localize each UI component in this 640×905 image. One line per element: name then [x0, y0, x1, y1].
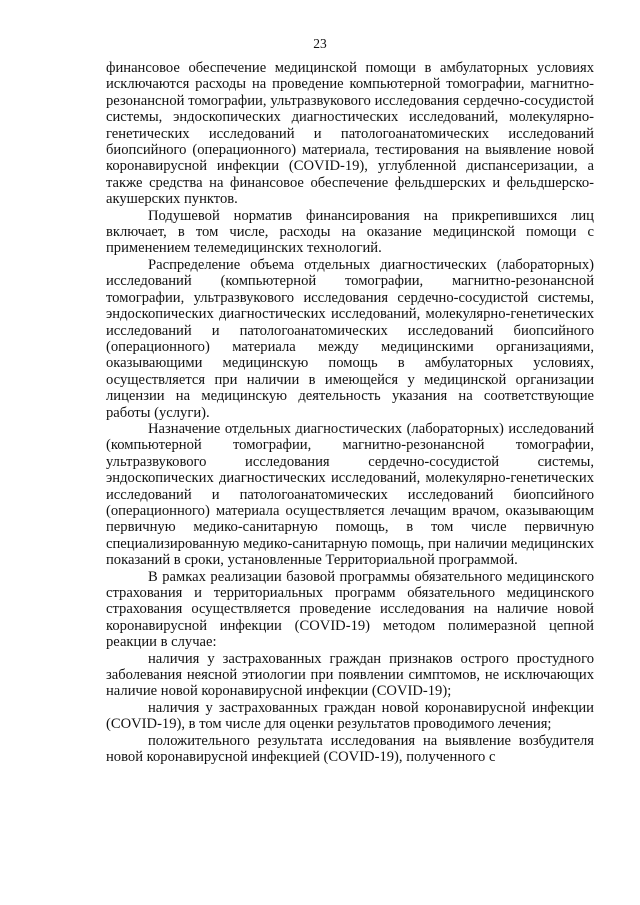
- list-item-covid-present: наличия у застрахованных граждан новой коронавирусной инфекции (COVID-19), в том числе для оценки результатов проводимого лечения;: [106, 699, 594, 733]
- list-item-positive-result: положительного результата исследования на выявление возбудителя новой коронавирусной инфекцией (COVID-19), полученного с: [106, 732, 594, 766]
- paragraph-per-capita-norm: Подушевой норматив финансирования на прикрепившихся лиц включает, в том числе, расходы на оказание медицинской помощи с применением телемедицинских технологий.: [106, 207, 594, 257]
- paragraph-assignment: Назначение отдельных диагностических (лабораторных) исследований (компьютерной томографии, магнитно-резонансной томографии, ультразвукового исследования сердечно-сосудистой системы, эндоскопических диагностических исследований, молекулярно-генетических исследований и патологоанатомических исследований биопсийного (операционного) материала осуществляется лечащим врачом, оказывающим первичную медико-санитарную помощь, в том числе первичную специализированную медико-санитарную помощь, при наличии медицинских показаний в сроки, установленные Территориальной программой.: [106, 420, 594, 569]
- paragraph-pcr-testing: В рамках реализации базовой программы обязательного медицинского страхования и территориальных программ обязательного медицинского страхования осуществляется проведение исследования на наличие новой коронавирусной инфекции (COVID-19) методом полимеразной цепной реакции в случае:: [106, 568, 594, 651]
- paragraph-financing-exclusions: финансовое обеспечение медицинской помощи в амбулаторных условиях исключаются расходы на проведение компьютерной томографии, магнитно-резонансной томографии, ультразвукового исследования сердечно-сосудистой системы, эндоскопических диагностических исследований, молекулярно-генетических исследований и патологоанатомических исследований биопсийного (операционного) материала, тестирования на выявление новой коронавирусной инфекции (COVID-19), углубленной диспансеризации, а также средства на финансовое обеспечение фельдшерских и фельдшерско-акушерских пунктов.: [106, 60, 594, 208]
- list-item-cold-symptoms: наличия у застрахованных граждан признаков острого простудного заболевания неясной этиологии при появлении симптомов, не исключающих наличие новой коронавирусной инфекции (COVID-19);: [106, 650, 594, 700]
- page-number: 23: [313, 36, 327, 51]
- document-body: [106, 60, 594, 765]
- paragraph-volume-distribution: Распределение объема отдельных диагностических (лабораторных) исследований (компьютерной томографии, магнитно-резонансной томографии, ультразвукового исследования сердечно-сосудистой системы, эндоскопических диагностических исследований, молекулярно-генетических исследований и патологоанатомических исследований биопсийного (операционного) материала между медицинскими организациями, оказывающими медицинскую помощь в амбулаторных условиях, осуществляется при наличии в имеющейся у медицинской организации лицензии на медицинскую деятельность указания на соответствующие работы (услуги).: [106, 256, 594, 421]
